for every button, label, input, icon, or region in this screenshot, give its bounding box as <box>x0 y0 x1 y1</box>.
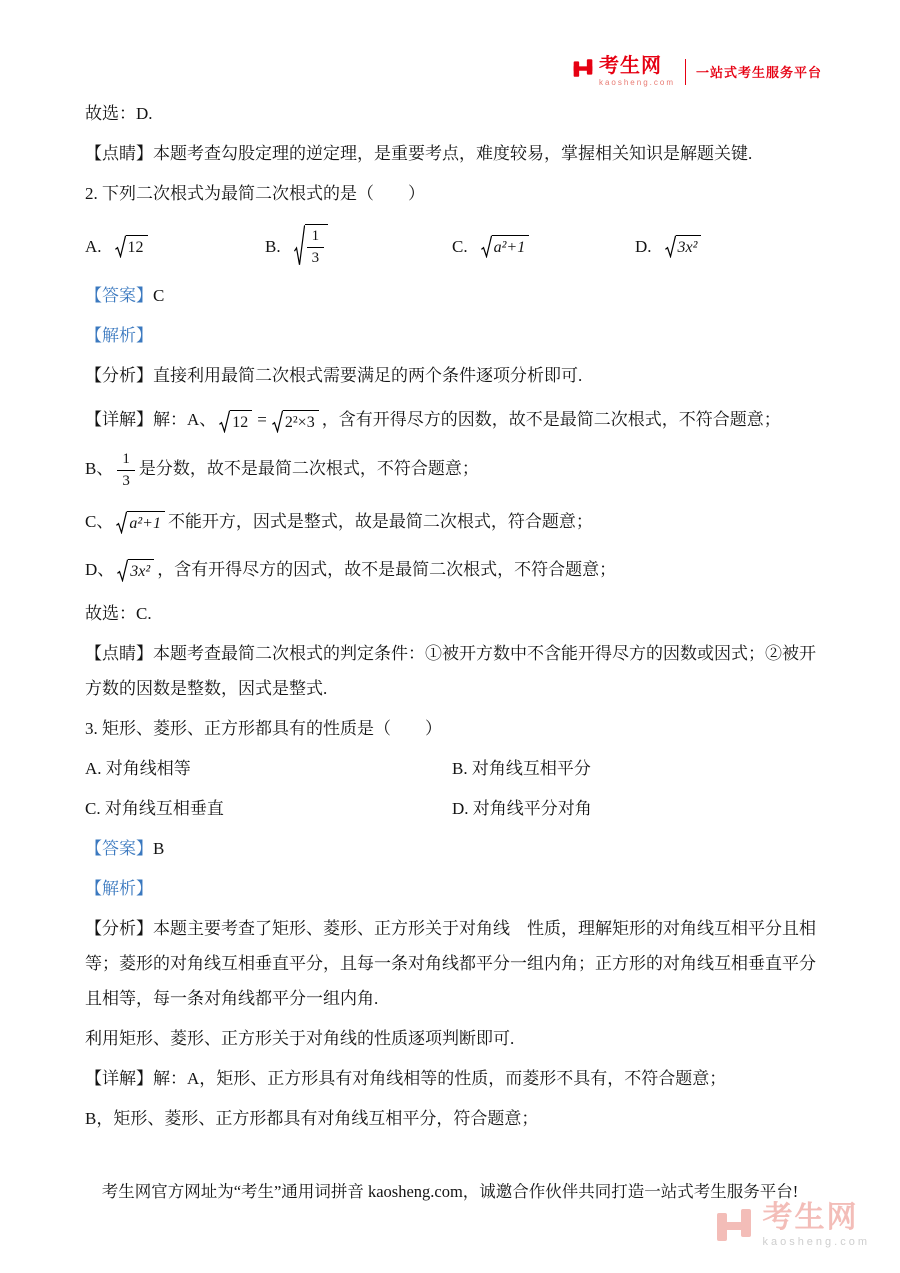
fraction-1-3: $\frac{1}{3}$ <box>117 450 135 491</box>
sqrt-one-third <box>294 224 329 268</box>
sqrt-a-squared-plus-1: a²+1 <box>116 511 165 534</box>
q3-detail-a-text: 解：A，矩形、正方形具有对角线相等的性质，而菱形不具有，不符合题意； <box>153 1068 727 1088</box>
q2-jiexi-label: 【解析】 <box>85 326 153 345</box>
q2-option-c-label: C. <box>452 236 468 256</box>
q2-detail-c-pre: C、 <box>85 511 114 531</box>
q2-stem-text: 2. 下列二次根式为最简二次根式的是（ ） <box>85 184 425 203</box>
q3-fenxi-p2 <box>85 1021 822 1056</box>
q2-detail-a-post: ，含有开得尽方的因数，故不是最简二次根式，不符合题意； <box>321 410 781 429</box>
sqrt-12: 12 <box>219 410 252 433</box>
logo-brand-text: 考生网 <box>598 55 662 77</box>
q3-fenxi-text-1: 本题主要考查了矩形、菱形、正方形关于对角线 性质，理解矩形的对角线互相平分且相等；菱形的对角线互相垂直平分，且每一条对角线都平分一组内角；正方形的对角线互相垂直平分且相等，每一条对角线都平分一组内角. <box>85 918 816 1008</box>
watermark-texts <box>762 1202 870 1248</box>
document-body <box>85 96 822 1141</box>
q3-answer <box>85 831 822 866</box>
q2-option-a-label: A. <box>85 236 102 256</box>
q2-answer-value: C <box>153 286 165 305</box>
q3-options-row-1 <box>85 751 822 786</box>
q2-detail-d-pre: D、 <box>85 559 115 579</box>
q3-option-c: C. 对角线互相垂直 <box>85 798 224 818</box>
q3-detail-b-text: B，矩形、菱形、正方形都具有对角线互相平分，符合题意； <box>85 1108 539 1128</box>
q2-dianjing-text: 本题考查最简二次根式的判定条件：①被开方数中不含能开得尽方的因数或因式；②被开方数的因数是整数，因式是整式. <box>85 643 816 698</box>
logo-tagline: 一站式考生服务平台 <box>695 65 822 81</box>
q3-stem-text: 3. 矩形、菱形、正方形都具有的性质是（ ） <box>85 718 442 738</box>
q2-stem <box>85 176 822 211</box>
fraction-1-3: $\frac{1}{3}$ <box>307 227 325 268</box>
logo-divider <box>685 59 686 85</box>
q2-dianjing-label: 【点睛】 <box>85 643 153 663</box>
sqrt-3x-squared: 3x² <box>117 559 154 582</box>
q3-xiangjie-label: 【详解】 <box>85 1068 153 1088</box>
q2-option-b <box>265 224 452 268</box>
watermark-brand-text: 考生网 <box>762 1201 859 1234</box>
logo-texts <box>599 56 675 87</box>
q2-detail-c-post: 不能开方，因式是整式，故是最简二次根式，符合题意； <box>167 511 593 531</box>
q2-option-d-label: D. <box>635 236 652 256</box>
q3-option-d: D. 对角线平分对角 <box>452 798 592 818</box>
sqrt-a-squared-plus-1: a²+1 <box>481 235 530 258</box>
q2-answer <box>85 278 822 313</box>
equals-sign: = <box>257 410 267 429</box>
q2-xiangjie-label: 【详解】 <box>85 410 153 429</box>
q2-fenxi-text: 直接利用最简二次根式需要满足的两个条件逐项分析即可. <box>153 366 583 385</box>
q3-stem <box>85 711 822 746</box>
q2-fenxi-label: 【分析】 <box>85 366 153 385</box>
q2-option-a <box>85 229 265 264</box>
sqrt-12: 12 <box>115 235 148 258</box>
logo-block <box>572 56 675 87</box>
q2-jiexi <box>85 318 822 353</box>
q2-option-d <box>635 229 822 264</box>
q3-jiexi-label: 【解析】 <box>85 878 153 898</box>
q1-conclusion-text: 故选：D. <box>85 104 153 123</box>
watermark-domain-text: kaosheng.com <box>762 1235 870 1248</box>
sqrt-2-squared-times-3: 2²×3 <box>272 410 319 433</box>
q2-detail-b-pre: B、 <box>85 459 114 479</box>
q3-detail-a <box>85 1061 822 1096</box>
q2-detail-a <box>85 398 822 441</box>
q1-note <box>85 136 822 171</box>
q3-answer-value: B <box>153 838 165 858</box>
q2-fenxi <box>85 358 822 393</box>
q3-jiexi <box>85 871 822 906</box>
kaosheng-logo-icon <box>572 57 594 79</box>
q2-conclusion-text: 故选：C. <box>85 603 152 623</box>
q3-fenxi-text-2: 利用矩形、菱形、正方形关于对角线的性质逐项判断即可. <box>85 1028 515 1048</box>
q2-detail-d-post: ，含有开得尽方的因式，故不是最简二次根式，不符合题意； <box>157 559 617 579</box>
q2-detail-c <box>85 500 822 543</box>
q2-option-b-label: B. <box>265 236 281 256</box>
q2-conclusion <box>85 596 822 631</box>
q3-options-row-2 <box>85 791 822 826</box>
sqrt-3x-squared: 3x² <box>665 235 702 258</box>
kaosheng-watermark-icon <box>714 1203 754 1247</box>
q3-option-a: A. 对角线相等 <box>85 758 191 778</box>
q2-detail-a-pre: 解：A、 <box>153 410 217 429</box>
page-footer <box>0 1178 900 1202</box>
radical-sign-icon <box>115 235 126 258</box>
q2-dianjing <box>85 636 822 706</box>
q2-answer-label: 【答案】 <box>85 286 153 305</box>
radical-sign-icon <box>481 235 492 258</box>
watermark-logo <box>714 1202 870 1248</box>
radical-sign-icon <box>272 410 283 433</box>
q1-conclusion <box>85 96 822 131</box>
radical-sign-icon <box>294 224 305 268</box>
q3-fenxi-label: 【分析】 <box>85 918 153 938</box>
radical-sign-icon <box>117 559 128 582</box>
site-header-logo <box>572 56 822 87</box>
q2-detail-b-post: 是分数，故不是最简二次根式，不符合题意； <box>138 459 479 479</box>
q2-detail-b <box>85 446 822 495</box>
q3-fenxi-p1 <box>85 911 822 1016</box>
q3-option-b: B. 对角线互相平分 <box>452 758 591 778</box>
q3-answer-label: 【答案】 <box>85 838 153 858</box>
q1-note-text: 本题考查勾股定理的逆定理，是重要考点，难度较易，掌握相关知识是解题关键. <box>153 144 753 163</box>
radical-sign-icon <box>219 410 230 433</box>
q2-option-c <box>452 229 635 264</box>
q1-note-label: 【点睛】 <box>85 144 153 163</box>
q2-detail-d <box>85 548 822 591</box>
radical-sign-icon <box>665 235 676 258</box>
q2-options <box>85 219 822 273</box>
q3-detail-b <box>85 1101 822 1136</box>
logo-domain-text: kaosheng.com <box>598 78 675 87</box>
radical-sign-icon <box>116 511 127 534</box>
footer-text: 考生网官方网址为“考生”通用词拼音 kaosheng.com，诚邀合作伙伴共同打造一站式考生服务平台! <box>101 1182 799 1201</box>
